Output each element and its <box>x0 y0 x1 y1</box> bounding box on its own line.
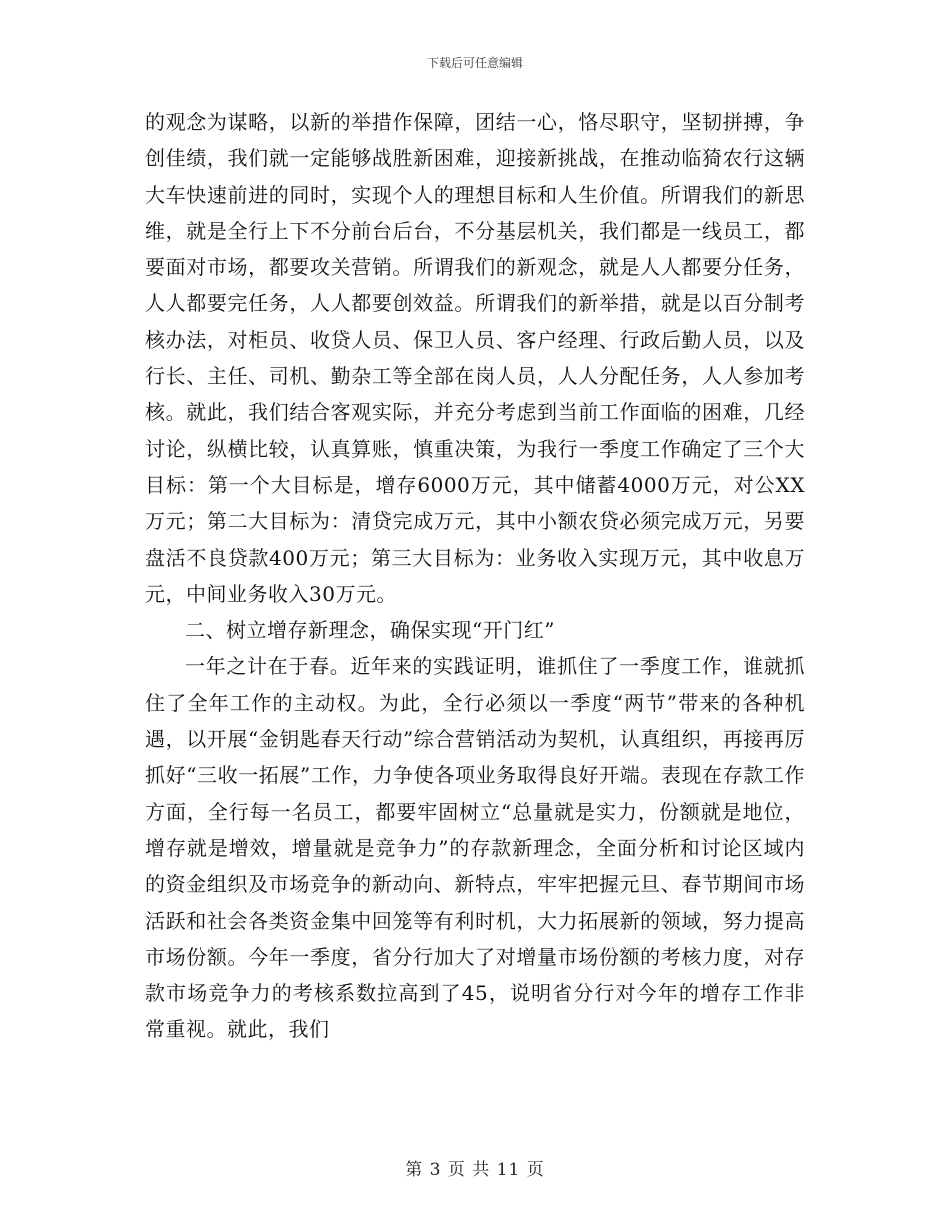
page-number: 第 3 页 共 11 页 <box>405 1160 545 1180</box>
page-header-note: 下载后可任意编辑 <box>426 56 523 70</box>
paragraph-deposits: 一年之计在于春。近年来的实践证明，谁抓住了一季度工作，谁就抓住了全年工作的主动权。为此，全行必须以一季度“两节”带来的各种机遇，以开展“金钥匙春天行动”综合营销活动为契机，认真组织，再接再厉抓好“三收一拓展”工作，力争使各项业务取得良好开端。表现在存款工作方面，全行每一名员工，都要牢固树立“总量就是实力，份额就是地位，增存就是增效，增量就是竞争力”的存款新理念，全面分析和讨论区域内的资金组织及市场竞争的新动向、新特点，牢牢把握元旦、春节期间市场活跃和社会各类资金集中回笼等有利时机，大力拓展新的领域，努力提高市场份额。今年一季度，省分行加大了对增量市场份额的考核力度，对存款市场竞争力的考核系数拉高到了45，说明省分行对今年的增存工作非常重视。就此，我们 <box>145 654 805 1042</box>
paragraph-goals: 的观念为谋略，以新的举措作保障，团结一心，恪尽职守，坚韧拼搏，争创佳绩，我们就一定能够战胜新困难，迎接新挑战，在推动临猗农行这辆大车快速前进的同时，实现个人的理想目标和人生价值。所谓我们的新思维，就是全行上下不分前台后台，不分基层机关，我们都是一线员工，都要面对市场，都要攻关营销。所谓我们的新观念，就是人人都要分任务，人人都要完任务，人人都要创效益。所谓我们的新举措，就是以百分制考核办法，对柜员、收贷人员、保卫人员、客户经理、行政后勤人员，以及行长、主任、司机、勤杂工等全部在岗人员，人人分配任务，人人参加考核。就此，我们结合客观实际，并充分考虑到当前工作面临的困难，几经讨论，纵横比较，认真算账，慎重决策，为我行一季度工作确定了三个大目标：第一个大目标是，增存6000万元，其中储蓄4000万元，对公XX万元；第二大目标为：清贷完成万元，其中小额农贷必须完成万元，另要盘活不良贷款400万元；第三大目标为：业务收入实现万元，其中收息万元，中间业务收入30万元。 <box>145 110 805 606</box>
section-heading: 二、树立增存新理念，确保实现“开门红” <box>185 618 555 643</box>
document-body <box>145 104 805 1048</box>
